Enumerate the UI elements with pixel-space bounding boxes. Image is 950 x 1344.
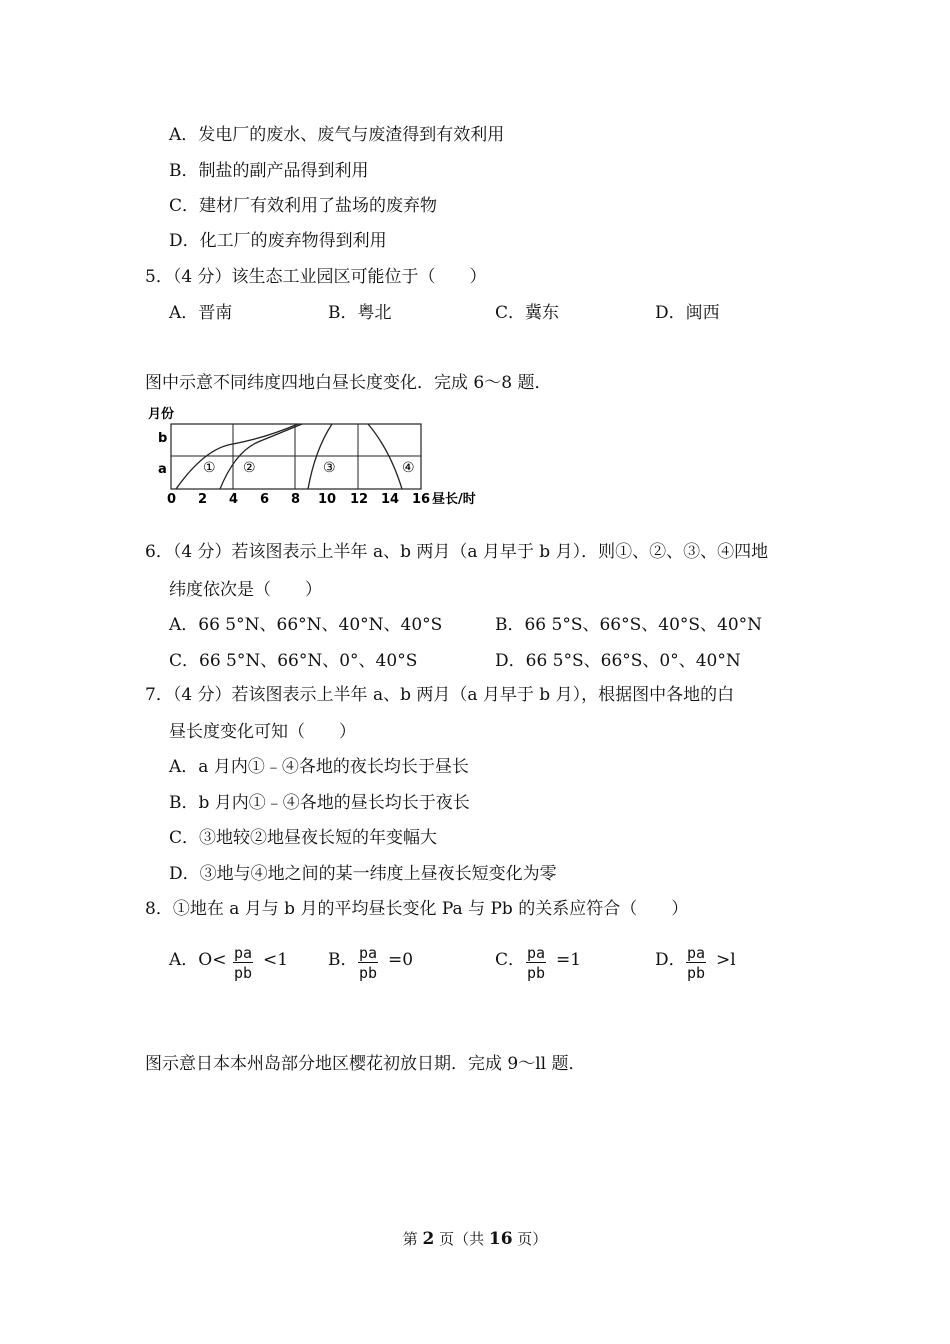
q4-option-a: A．发电厂的废水、废气与废渣得到有效利用 (169, 125, 505, 145)
q8-option-c-prefix: C． (495, 950, 526, 970)
q6-stem-line2: 纬度依次是（ ） (169, 580, 322, 600)
chart-xlabel: 昼长/时 (432, 492, 476, 507)
q6-stem-line1: 6．（4 分）若该图表示上半年 a、b 两月（a 月早于 b 月）．则①、②、③、④四地 (145, 542, 769, 562)
q4-option-d: D．化工厂的废弃物得到利用 (169, 231, 387, 251)
q8-option-c-fraction (526, 944, 546, 983)
q5-option-b: B．粤北 (328, 303, 392, 323)
q7-stem-line1: 7．（4 分）若该图表示上半年 a、b 两月（a 月早于 b 月），根据图中各地的白 (145, 685, 735, 705)
curve-label-1: ① (203, 460, 216, 476)
q7-option-c: C．③地较②地昼夜长短的年变幅大 (169, 828, 438, 848)
chart-xtick-12: 12 (350, 492, 369, 507)
chart-xtick-16: 16 (412, 492, 431, 507)
chart-ytick-a: a (158, 462, 167, 477)
chart-xtick-0: 0 (167, 492, 177, 507)
curve-label-4: ④ (402, 460, 415, 476)
footer-suffix: 页） (512, 1230, 548, 1248)
chart-xtick-2: 2 (198, 492, 208, 507)
q7-option-d: D．③地与④地之间的某一纬度上昼夜长短变化为零 (169, 864, 557, 884)
daylength-chart (140, 400, 500, 510)
q8-option-b-suffix: =0 (388, 950, 414, 970)
fraction-numerator: pa (234, 944, 253, 962)
q4-option-b: B．制盐的副产品得到利用 (169, 161, 369, 181)
q8-option-b-fraction (358, 944, 378, 983)
q5-option-a: A．晋南 (169, 303, 233, 323)
chart-xtick-6: 6 (260, 492, 270, 507)
q8-stem: 8．①地在 a 月与 b 月的平均昼长变化 Pa 与 Pb 的关系应符合（ ） (145, 899, 689, 919)
fraction-denominator: pb (234, 964, 253, 982)
q8-option-d-suffix: >l (716, 950, 736, 970)
q8-option-a-fraction (233, 944, 253, 983)
intro-6-8: 图中示意不同纬度四地白昼长度变化．完成 6～8 题． (145, 373, 552, 393)
q6-option-d: D．66 5°S、66°S、0°、40°N (495, 651, 741, 671)
footer-total-pages: 16 (488, 1229, 513, 1249)
q8-option-a-prefix: A．O< (169, 950, 227, 970)
q6-option-c: C．66 5°N、66°N、0°、40°S (169, 651, 418, 671)
q7-option-a: A．a 月内①﹣④各地的夜长均长于昼长 (169, 757, 469, 777)
footer-prefix: 第 (402, 1230, 423, 1248)
chart-ytick-b: b (158, 431, 168, 446)
q5-option-c: C．冀东 (495, 303, 560, 323)
q8-option-c-suffix: =1 (556, 950, 582, 970)
intro-9-11: 图示意日本本州岛部分地区樱花初放日期．完成 9～ll 题． (145, 1054, 586, 1074)
chart-ylabel: 月份 (148, 407, 175, 422)
chart-xtick-8: 8 (291, 492, 301, 507)
q8-option-d-fraction (686, 944, 706, 983)
fraction-numerator: pa (687, 944, 706, 962)
q5-stem: 5．（4 分）该生态工业园区可能位于（ ） (145, 267, 487, 287)
q5-option-d: D．闽西 (655, 303, 720, 323)
footer-middle: 页（共 (434, 1230, 489, 1248)
chart-xtick-10: 10 (318, 492, 337, 507)
q7-stem-line2: 昼长度变化可知（ ） (169, 722, 356, 742)
curve-label-3: ③ (323, 460, 336, 476)
q8-option-d-prefix: D． (655, 950, 686, 970)
q6-option-b: B．66 5°S、66°S、40°S、40°N (495, 615, 763, 635)
page-footer (0, 1228, 950, 1249)
fraction-denominator: pb (687, 964, 706, 982)
footer-page-number: 2 (422, 1229, 435, 1249)
chart-xtick-4: 4 (229, 492, 239, 507)
fraction-denominator: pb (359, 964, 378, 982)
fraction-numerator: pa (359, 944, 378, 962)
chart-xtick-14: 14 (381, 492, 400, 507)
fraction-denominator: pb (527, 964, 546, 982)
curve-label-2: ② (243, 460, 256, 476)
q4-option-c: C．建材厂有效利用了盐场的废弃物 (169, 196, 438, 216)
q7-option-b: B．b 月内①﹣④各地的昼长均长于夜长 (169, 793, 470, 813)
q8-option-b-prefix: B． (328, 950, 358, 970)
fraction-numerator: pa (527, 944, 546, 962)
q8-option-a-suffix: <1 (263, 950, 289, 970)
q6-option-a: A．66 5°N、66°N、40°N、40°S (169, 615, 443, 635)
